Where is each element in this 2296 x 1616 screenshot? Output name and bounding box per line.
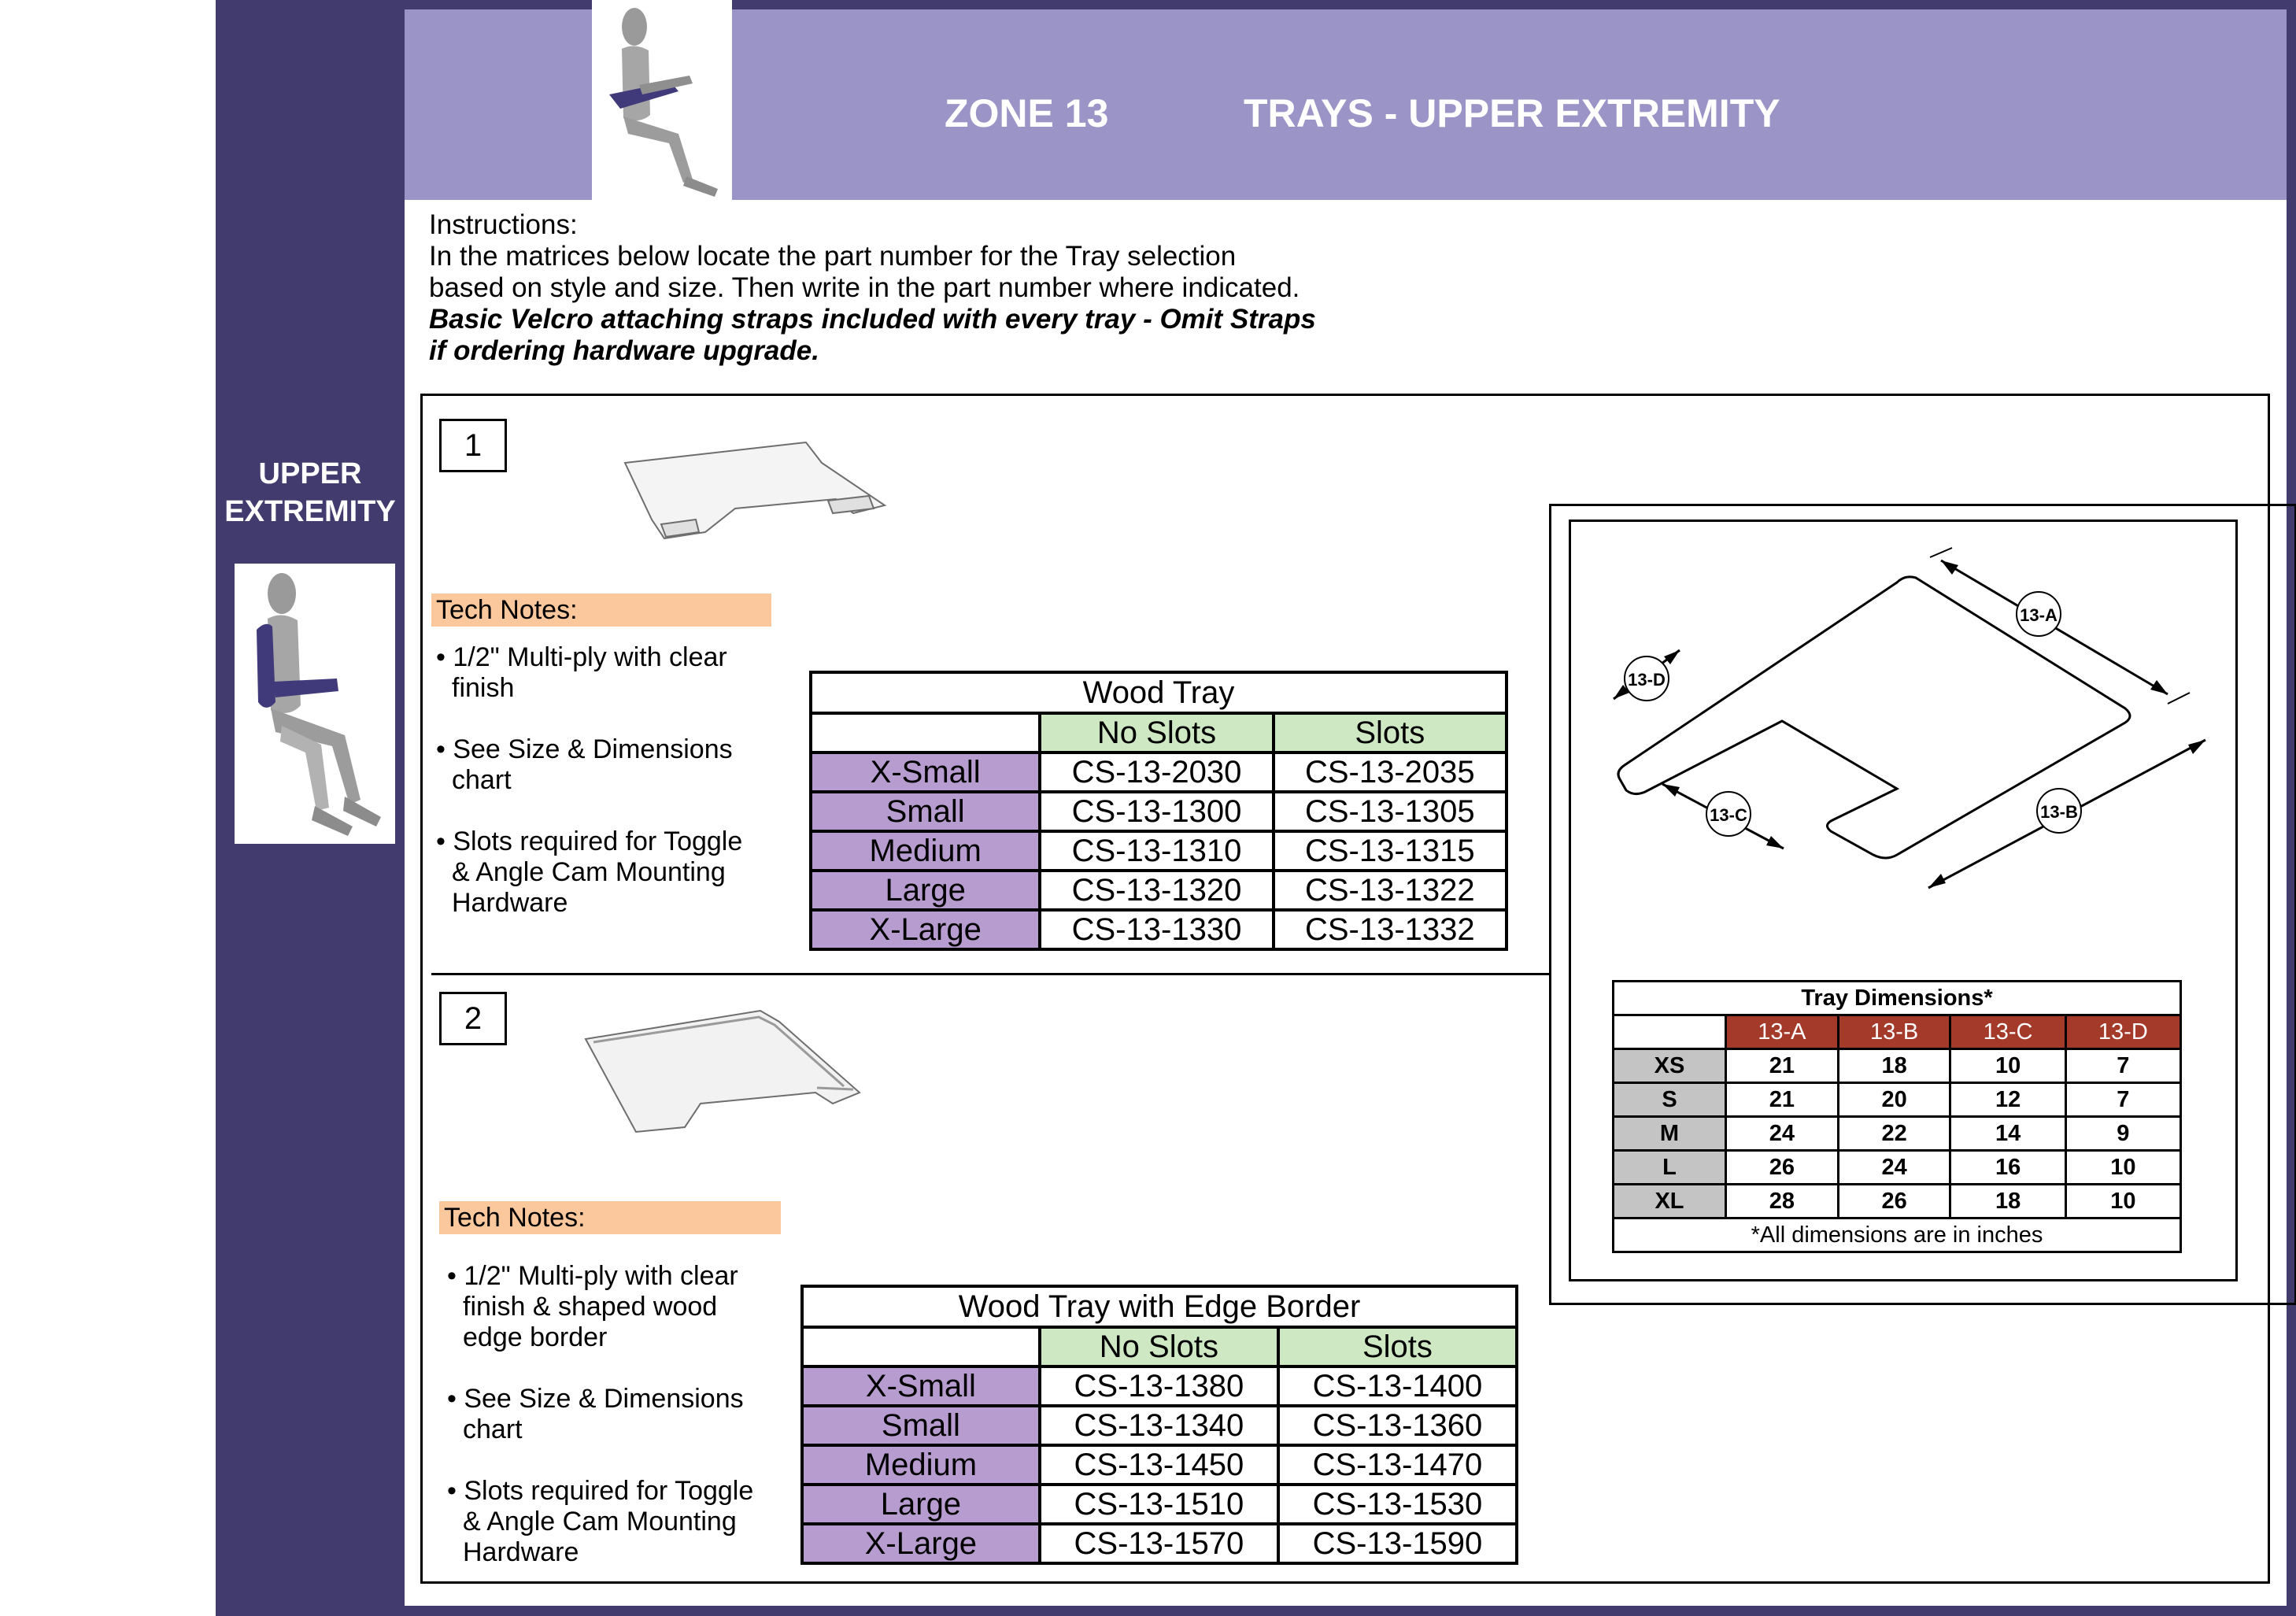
section-1-number: 1 [439,419,507,472]
table-row: X-Small CS-13-1380 CS-13-1400 [802,1366,1517,1406]
bottom-border [405,1606,2296,1616]
header-figure-icon [592,0,732,200]
wood-tray-table [809,671,1508,951]
instructions-note-2: if ordering hardware upgrade. [429,335,819,366]
tech-note: • 1/2" Multi-ply with clear finish & shaped wood edge border [447,1261,738,1352]
table-row: XL 28 26 18 10 [1614,1185,2181,1218]
part-number: CS-13-1570 [1040,1524,1278,1563]
part-number: CS-13-1450 [1040,1445,1278,1485]
label-13-b: 13-B [2040,802,2078,822]
wood-tray-icon [617,431,900,569]
table-row: X-Small CS-13-2030 CS-13-2035 [811,753,1507,792]
table-row: S 21 20 12 7 [1614,1083,2181,1117]
col-header-no-slots: No Slots [1040,1327,1278,1366]
part-number: CS-13-1360 [1278,1406,1517,1445]
table-row: Large CS-13-1320 CS-13-1322 [811,871,1507,910]
dim-header: 13-A [1726,1015,1839,1049]
part-number: CS-13-1590 [1278,1524,1517,1563]
part-number: CS-13-1400 [1278,1366,1517,1406]
table-row: Large CS-13-1510 CS-13-1530 [802,1485,1517,1524]
wood-tray-edge-border-table [800,1285,1518,1565]
instructions-heading: Instructions: [429,209,578,240]
part-number: CS-13-1322 [1274,871,1507,910]
part-number: CS-13-1305 [1274,792,1507,831]
part-number: CS-13-2030 [1040,753,1273,792]
col-header-slots: Slots [1278,1327,1517,1366]
label-13-c: 13-C [1710,805,1747,825]
part-number: CS-13-1310 [1040,831,1273,871]
dimensions-footnote: *All dimensions are in inches [1614,1218,2181,1252]
tech-notes-list [436,642,798,919]
section-2-number: 2 [439,992,507,1045]
table-row: Small CS-13-1300 CS-13-1305 [811,792,1507,831]
section-divider [431,973,1551,975]
tech-note: • 1/2" Multi-ply with clear finish [436,642,727,703]
table-row: X-Large CS-13-1330 CS-13-1332 [811,910,1507,949]
part-number: CS-13-1330 [1040,910,1273,949]
table-title: Wood Tray [811,672,1507,713]
part-number: CS-13-1320 [1040,871,1273,910]
dim-header: 13-B [1838,1015,1950,1049]
table-row: M 24 22 14 9 [1614,1117,2181,1151]
part-number: CS-13-1332 [1274,910,1507,949]
sidebar-label [216,455,405,531]
tray-dimension-diagram [1598,543,2228,937]
dimensions-title: Tray Dimensions* [1614,982,2181,1015]
part-number: CS-13-1340 [1040,1406,1278,1445]
dim-header: 13-D [2065,1015,2180,1049]
tech-note: • See Size & Dimensions chart [436,734,733,795]
part-number: CS-13-1470 [1278,1445,1517,1485]
instructions [429,209,1316,367]
sidebar-label-line1: UPPER [258,457,362,490]
label-13-d: 13-D [1628,670,1666,690]
tech-note: • Slots required for Toggle & Angle Cam Mounting Hardware [436,826,743,918]
wood-tray-edge-border-icon [581,1006,864,1144]
part-number: CS-13-1315 [1274,831,1507,871]
table-row: X-Large CS-13-1570 CS-13-1590 [802,1524,1517,1563]
part-number: CS-13-1510 [1040,1485,1278,1524]
table-row: XS 21 18 10 7 [1614,1049,2181,1083]
sidebar-label-line2: EXTREMITY [224,495,396,528]
col-header-slots: Slots [1274,713,1507,753]
tray-dimensions-table [1612,980,2182,1253]
part-number: CS-13-1530 [1278,1485,1517,1524]
page-title: TRAYS - UPPER EXTREMITY [1244,91,1780,135]
instructions-note-1: Basic Velcro attaching straps included with every tray - Omit Straps [429,304,1316,335]
tech-note: • See Size & Dimensions chart [447,1384,744,1444]
table-row: Small CS-13-1340 CS-13-1360 [802,1406,1517,1445]
tech-note: • Slots required for Toggle & Angle Cam Mounting Hardware [447,1476,754,1567]
instructions-text-2: based on style and size. Then write in the part number where indicated. [429,272,1300,303]
col-header-no-slots: No Slots [1040,713,1273,753]
table-row: Medium CS-13-1310 CS-13-1315 [811,831,1507,871]
dim-header: 13-C [1950,1015,2065,1049]
part-number: CS-13-2035 [1274,753,1507,792]
zone-label: ZONE 13 [945,91,1109,135]
instructions-text-1: In the matrices below locate the part number for the Tray selection [429,241,1237,272]
seated-figure-icon [235,564,395,844]
tech-notes-list [447,1261,809,1568]
part-number: CS-13-1380 [1040,1366,1278,1406]
part-number: CS-13-1300 [1040,792,1273,831]
tech-notes-label: Tech Notes: [439,1201,781,1234]
label-13-a: 13-A [2020,605,2058,625]
table-row: Medium CS-13-1450 CS-13-1470 [802,1445,1517,1485]
tech-notes-label: Tech Notes: [431,594,771,627]
table-title: Wood Tray with Edge Border [802,1286,1517,1327]
table-row: L 26 24 16 10 [1614,1151,2181,1185]
